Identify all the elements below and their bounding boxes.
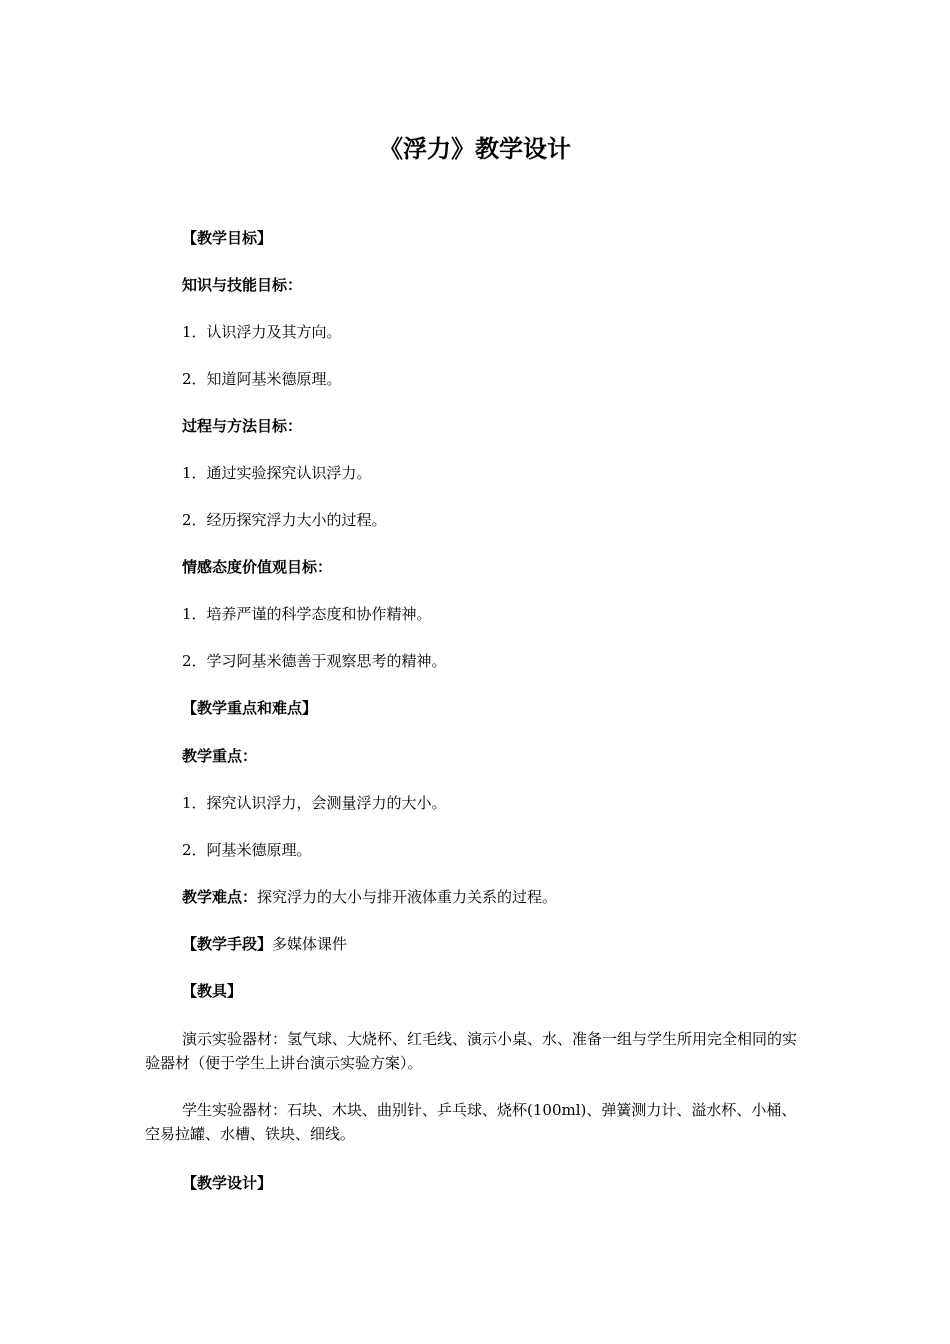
- means-line: [182, 933, 347, 955]
- demo-materials-paragraph: 演示实验器材：氢气球、大烧杯、红毛线、演示小桌、水、准备一组与学生所用完全相同的实验器材（便于学生上讲台演示实验方案）。: [145, 1030, 798, 1072]
- key-heading: 教学重点：: [182, 747, 258, 765]
- means-text: 多媒体课件: [272, 935, 348, 953]
- emotion-item: 2．学习阿基米德善于观察思考的精神。: [182, 652, 447, 670]
- key-item: 2．阿基米德原理。: [182, 841, 312, 859]
- section-heading-objectives: 【教学目标】: [182, 229, 273, 247]
- student-materials-paragraph: 学生实验器材：石块、木块、曲别针、乒乓球、烧杯(100ml)、弹簧测力计、溢水杯、小桶、空易拉罐、水槽、铁块、细线。: [145, 1101, 797, 1143]
- process-item: 1．通过实验探究认识浮力。: [182, 464, 372, 482]
- emotion-item: 1．培养严谨的科学态度和协作精神。: [182, 605, 432, 623]
- emotion-heading: 情感态度价值观目标：: [182, 558, 333, 576]
- knowledge-item: 1．认识浮力及其方向。: [182, 323, 342, 341]
- means-label: 【教学手段】: [182, 935, 273, 953]
- section-heading-design: 【教学设计】: [182, 1174, 273, 1192]
- knowledge-item: 2．知道阿基米德原理。: [182, 370, 342, 388]
- process-heading: 过程与方法目标：: [182, 417, 303, 435]
- difficulty-line: [182, 886, 557, 908]
- section-heading-key-points: 【教学重点和难点】: [182, 699, 318, 717]
- knowledge-heading: 知识与技能目标：: [182, 276, 303, 294]
- process-item: 2．经历探究浮力大小的过程。: [182, 511, 387, 529]
- section-heading-tools: 【教具】: [182, 982, 243, 1000]
- difficulty-text: 探究浮力的大小与排开液体重力关系的过程。: [257, 888, 558, 906]
- document-title: 《浮力》教学设计: [379, 135, 571, 163]
- key-item: 1．探究认识浮力，会测量浮力的大小。: [182, 794, 447, 812]
- difficulty-label: 教学难点：: [182, 888, 258, 906]
